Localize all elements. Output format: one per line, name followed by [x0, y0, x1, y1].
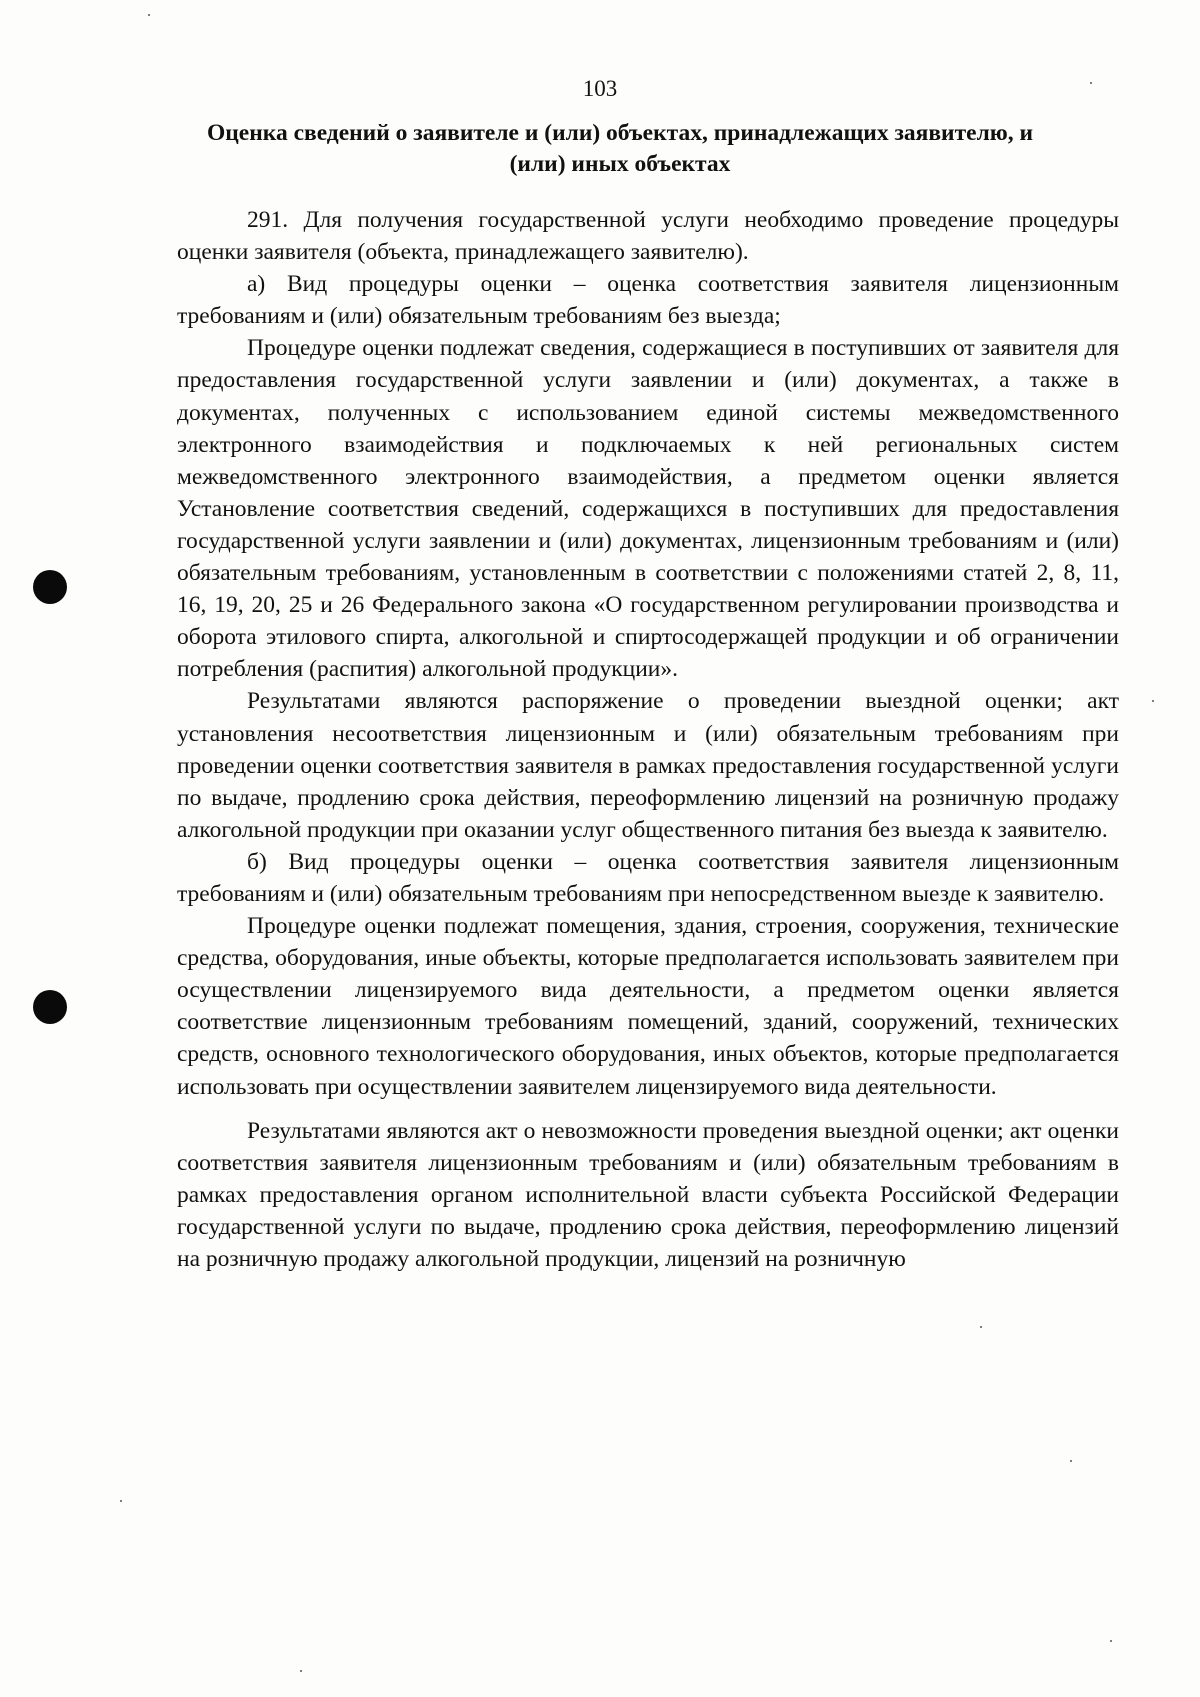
paragraph-results-b: Результатами являются акт о невозможности проведения выездной оценки; акт оценки соответствия заявителя лицензионным требованиям и (или) обязательным требованиям в рамках предоставления органом исполнительной власти субъекта Российской Федерации государственной услуги по выдаче, продлению срока действия, переоформлению лицензий на розничную продажу алкогольной продукции, лицензий на розничную — [177, 1117, 1119, 1272]
body-text — [177, 204, 1119, 1275]
paragraph-results-a: Результатами являются распоряжение о проведении выездной оценки; акт установления несоответствия лицензионным и (или) обязательным требованиям при проведении оценки соответствия заявителя в рамках предоставления государственной услуги по выдаче, продлению срока действия, переоформлению лицензий на розничную продажу алкогольной продукции при оказании услуг общественного питания без выезда к заявителю. — [177, 688, 1119, 843]
scan-speck — [120, 1500, 122, 1502]
scan-speck — [1110, 1640, 1112, 1642]
scan-speck — [980, 1326, 982, 1328]
paragraph-item-b: б) Вид процедуры оценки – оценка соответствия заявителя лицензионным требованиям и (или) обязательным требованиям при непосредственном выезде к заявителю. — [177, 848, 1119, 907]
paragraph-assessment-subject-a: Процедуре оценки подлежат сведения, содержащиеся в поступивших от заявителя для предоставления государственной услуги заявлении и (или) документах, а также в документах, полученных с использованием единой системы межведомственного электронного взаимодействия и подключаемых к ней региональных систем межведомственного электронного взаимодействия, а предметом оценки является Установление соответствия сведений, содержащихся в поступивших для предоставления государственной услуги заявлении и (или) документах, лицензионным требованиям и (или) обязательным требованиям, установленным в соответствии с положениями статей 2, 8, 11, 16, 19, 20, 25 и 26 Федерального закона «О государственном регулировании производства и оборота этилового спирта, алкогольной и спиртосодержащей продукции и об ограничении потребления (распития) алкогольной продукции». — [177, 335, 1119, 683]
binder-punch-hole — [33, 990, 67, 1024]
scan-speck — [1070, 1460, 1072, 1462]
paragraph-item-a: а) Вид процедуры оценки – оценка соответствия заявителя лицензионным требованиям и (или) обязательным требованиям без выезда; — [177, 271, 1119, 330]
section-title: Оценка сведений о заявителе и (или) объектах, принадлежащих заявителю, и (или) иных объектах — [206, 120, 1034, 177]
binder-punch-hole — [33, 570, 67, 604]
paragraph-291: 291. Для получения государственной услуги необходимо проведение процедуры оценки заявителя (объекта, принадлежащего заявителю). — [177, 207, 1119, 266]
scan-speck — [148, 14, 150, 16]
page-number: 103 — [582, 76, 618, 101]
scan-speck — [1090, 82, 1092, 84]
scan-speck — [1152, 700, 1154, 702]
scan-speck — [300, 1670, 302, 1672]
paragraph-assessment-subject-b: Процедуре оценки подлежат помещения, здания, строения, сооружения, технические средства, оборудования, иные объекты, которые предполагается использовать заявителем при осуществлении лицензируемого вида деятельности, а предметом оценки является соответствие лицензионным требованиям помещений, зданий, сооружений, технических средств, основного технологического оборудования, иных объектов, которые предполагается использовать при осуществлении заявителем лицензируемого вида деятельности. — [177, 913, 1119, 1100]
